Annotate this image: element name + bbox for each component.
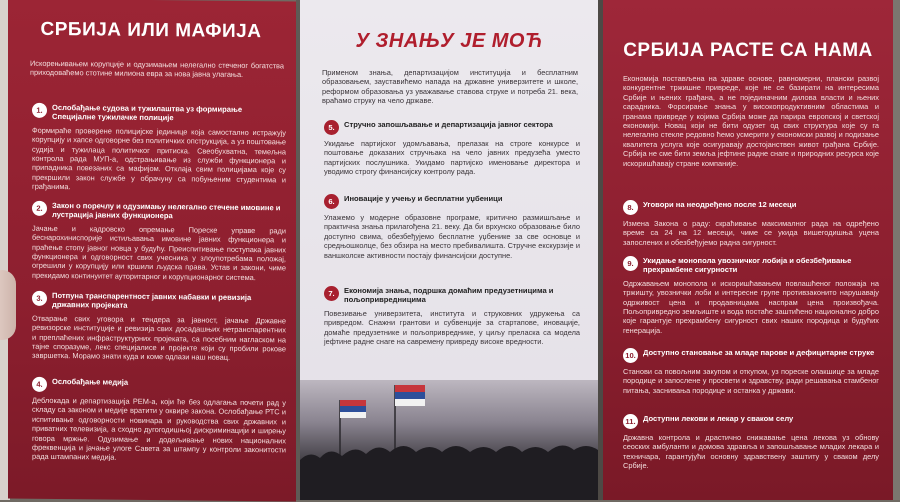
program-point [623, 200, 879, 247]
program-point [324, 286, 580, 346]
leaflet-title: У ЗНАЊУ ЈЕ МОЋ [355, 30, 543, 52]
point-number-badge: 10. [623, 348, 638, 363]
protest-crowd-photo [300, 380, 598, 500]
point-heading: Потпуна транспарентност јавних набавки и ревизија државних пројеката [52, 290, 252, 311]
point-text: Станови са повољним закупом и откупом, уз пореске олакшице за младе породице и запослене у просвети и здравству, ради решавања стамбеног питања, заснивања породице и останка у држави. [623, 367, 879, 395]
point-heading: Стручно запошљавање и департизација јавног сектора [344, 120, 553, 129]
point-text: Измена Закона о раду: скраћивање максималног рада на одређено време са 24 на 12 месеци, чиме се укида вишегодишња уцена запослених и обезбеђујемо радна сигурност. [623, 219, 879, 247]
point-heading: Ослобађање судова и тужилаштва уз формирање Специјалне тужилачке полиције [52, 102, 243, 123]
point-heading: Иновације у учењу и бесплатни уџбеници [344, 194, 503, 203]
point-number-badge: 11. [623, 414, 638, 429]
point-number-badge: 1. [32, 103, 47, 118]
point-text: Укидање партијског удомљавања, прелазак на строге конкурсе и поштовање доказаних стручњака на чело јавних предузећа уместо партијских послушника. Укидамо партијско именовање директора и уводимо строгу финансијску контролу рада. [324, 139, 580, 177]
leaflet-serbia-or-mafia [8, 0, 296, 502]
point-text: Деблокада и департизација РЕМ-а, који ће без одлагања почети рад у складу са законом и медије вратити у оквире закона. Ослобађање РТС и испитивање одговорности новинара и руководства свих државних и приватних телевизија, а сходно дугогодишњој дискриминацији и ширењу говора мржње. Одузимање и додељивање нових националних фреквенција и јачање улоге Савета за штампу у контроли законитости рада штампаних медија. [32, 395, 286, 463]
point-number-badge: 6. [324, 194, 339, 209]
point-heading: Уговори на неодређено после 12 месеци [643, 200, 797, 209]
point-heading: Доступно становање за младе парове и дефицитарне струке [643, 348, 875, 357]
point-text: Улажемо у модерне образовне програме, критично размишљање и практична знања прилагођена 21. веку. Да би врхунско образовање било доступно свима, обезбеђујемо бесплатне уџбенике за све основце и средњошколце, без обзира на место пребивалишта. Стручне екскурзије и ваншколске активности постају финансијски доступне. [324, 213, 580, 260]
program-point [623, 414, 879, 471]
leaflet-serbia-grows-with-us [603, 0, 893, 500]
point-text: Повезивање универзитета, института и струковних удружења са привредом. Снажни грантови и субвенције за стартапове, иновације, домаће предузетнике и пољопривреднике, у циљу преласка са модела јефтине радне снаге на савремену привреду високе вредности. [324, 308, 580, 347]
point-text: Одржавањем монопола и искоришћавањем повлашћеног положаја на тржишту, увознички лоби и интересне групе противзаконито нарушавају одрживост цена и продавницама наспрам цена произвођача. Пољопривредно земљиште и вода постаће заштићено национално добро које гарантује прехрамбену сигурност свих наших породица и будућих генерација. [623, 278, 879, 335]
point-heading: Закон о поречлу и одузимању нелегално стечене имовине и лустрација јавних функционера [52, 200, 281, 221]
point-number-badge: 2. [32, 201, 47, 216]
program-point [32, 103, 286, 194]
point-number-badge: 4. [32, 377, 47, 392]
point-text: Отварање свих уговора и тендера за јавност, јачање Државне ревизорске институције и ревизија свих досадашњих нетранспарентних и преплаћених инфраструктурних пројеката, са посебним нагласком на тајне споразуме, лекс специјалисе и пројекте који су пробили рокове завршетка. Морамо знати куда и коме одлази наш новац. [32, 313, 286, 363]
point-heading: Ослобађање медија [52, 376, 129, 387]
point-number-badge: 9. [623, 256, 638, 271]
program-point [32, 201, 286, 283]
program-point [623, 256, 879, 335]
program-point [32, 291, 286, 364]
hand-finger [0, 270, 16, 340]
point-number-badge: 8. [623, 200, 638, 215]
point-text: Формираће проверене полицијске јединице која самостално истражују корупцију и хапсе одговорне без политичких опструкција, а уз поштовање судија и тужилаца политичког притиска. Свеобухватна, темељна контрола рада МУП-а, одстрањивање из служби функционера и припадника повезаних са мафијом. Отклаја свим полицијама које су прекршили закон службе у обрачуну са побуњеним студентима и грађанима. [32, 125, 286, 192]
program-point [324, 120, 580, 177]
point-number-badge: 7. [324, 286, 339, 301]
program-point [32, 377, 286, 465]
point-text: Државна контрола и драстично снижавање цена лекова уз обнову сеоских амбуланти и домова здравља и запошљавање младих лекара и техничара, гарантујући основну здравствену заштиту у сваком делу Србије. [623, 433, 879, 471]
program-point [324, 194, 580, 260]
leaflet-intro: Искорењивањем корупције и одузимањем нелегално стеченог богатства приходоваћемо стотине милиона евра за нова јавна улагања. [30, 58, 284, 80]
leaflet-title: СРБИЈА РАСТЕ СА НАМА [623, 40, 873, 61]
point-heading: Економија знања, подршка домаћим предузетницима и пољопривредницима [344, 286, 554, 305]
background-edge-right [893, 0, 900, 500]
point-heading: Укидање монопола увозничког лобија и обезбеђивање прехрамбене сигурности [643, 256, 852, 275]
leaflet-intro: Економија постављена на здраве основе, равномерни, плански развој конкурентне тржишне привреде, које не се базирати на интересима Србије и њених грађана, а не појединачним дилова власти и њених сарадника. Форсирање знања у високопродуктивним областима и гранама привреде у којима Србија може да парира европској и светској економији. Новац који не бити одузет од свих структура које су га нелегално стекле редовно ћемо усмерити у економски развој и подизање квалитета услуга које осигуравају достојанствен живот грађана Србије. Србија не сме бити земља јефтине радне снаге и природних ресурса које искоришћавају стране компаније. [623, 74, 879, 168]
point-number-badge: 5. [324, 120, 339, 135]
point-heading: Доступни лекови и лекар у сваком селу [643, 414, 794, 423]
program-point [623, 348, 879, 395]
leaflet-knowledge-is-power [300, 0, 598, 500]
point-text: Јачање и кадровско опремање Пореске управе ради беснарохиниспорије истиљавања имовине јавних функционера и праћење стопу јавног новца у будућу. Преиспитивање поступака јавних функционера и одговорност свих учесника у злоупотребама положај, огрешили у корупцију или кршили људска права. Устав и закони, чиме прекидамо континуитет ауторитарног и корупционарног система. [32, 223, 286, 282]
leaflet-title: СРБИЈА ИЛИ МАФИЈА [40, 18, 262, 43]
leaflet-intro: Применом знања, департизацијом институција и бесплатним образовањем, зауставићемо напада на државне универзитете и школе, реформом образовања уз уважавање ставова струке и потреба 21. века, враћамо струку на чело државе. [322, 68, 578, 106]
point-number-badge: 3. [32, 291, 47, 306]
crowd-silhouette [300, 380, 598, 500]
